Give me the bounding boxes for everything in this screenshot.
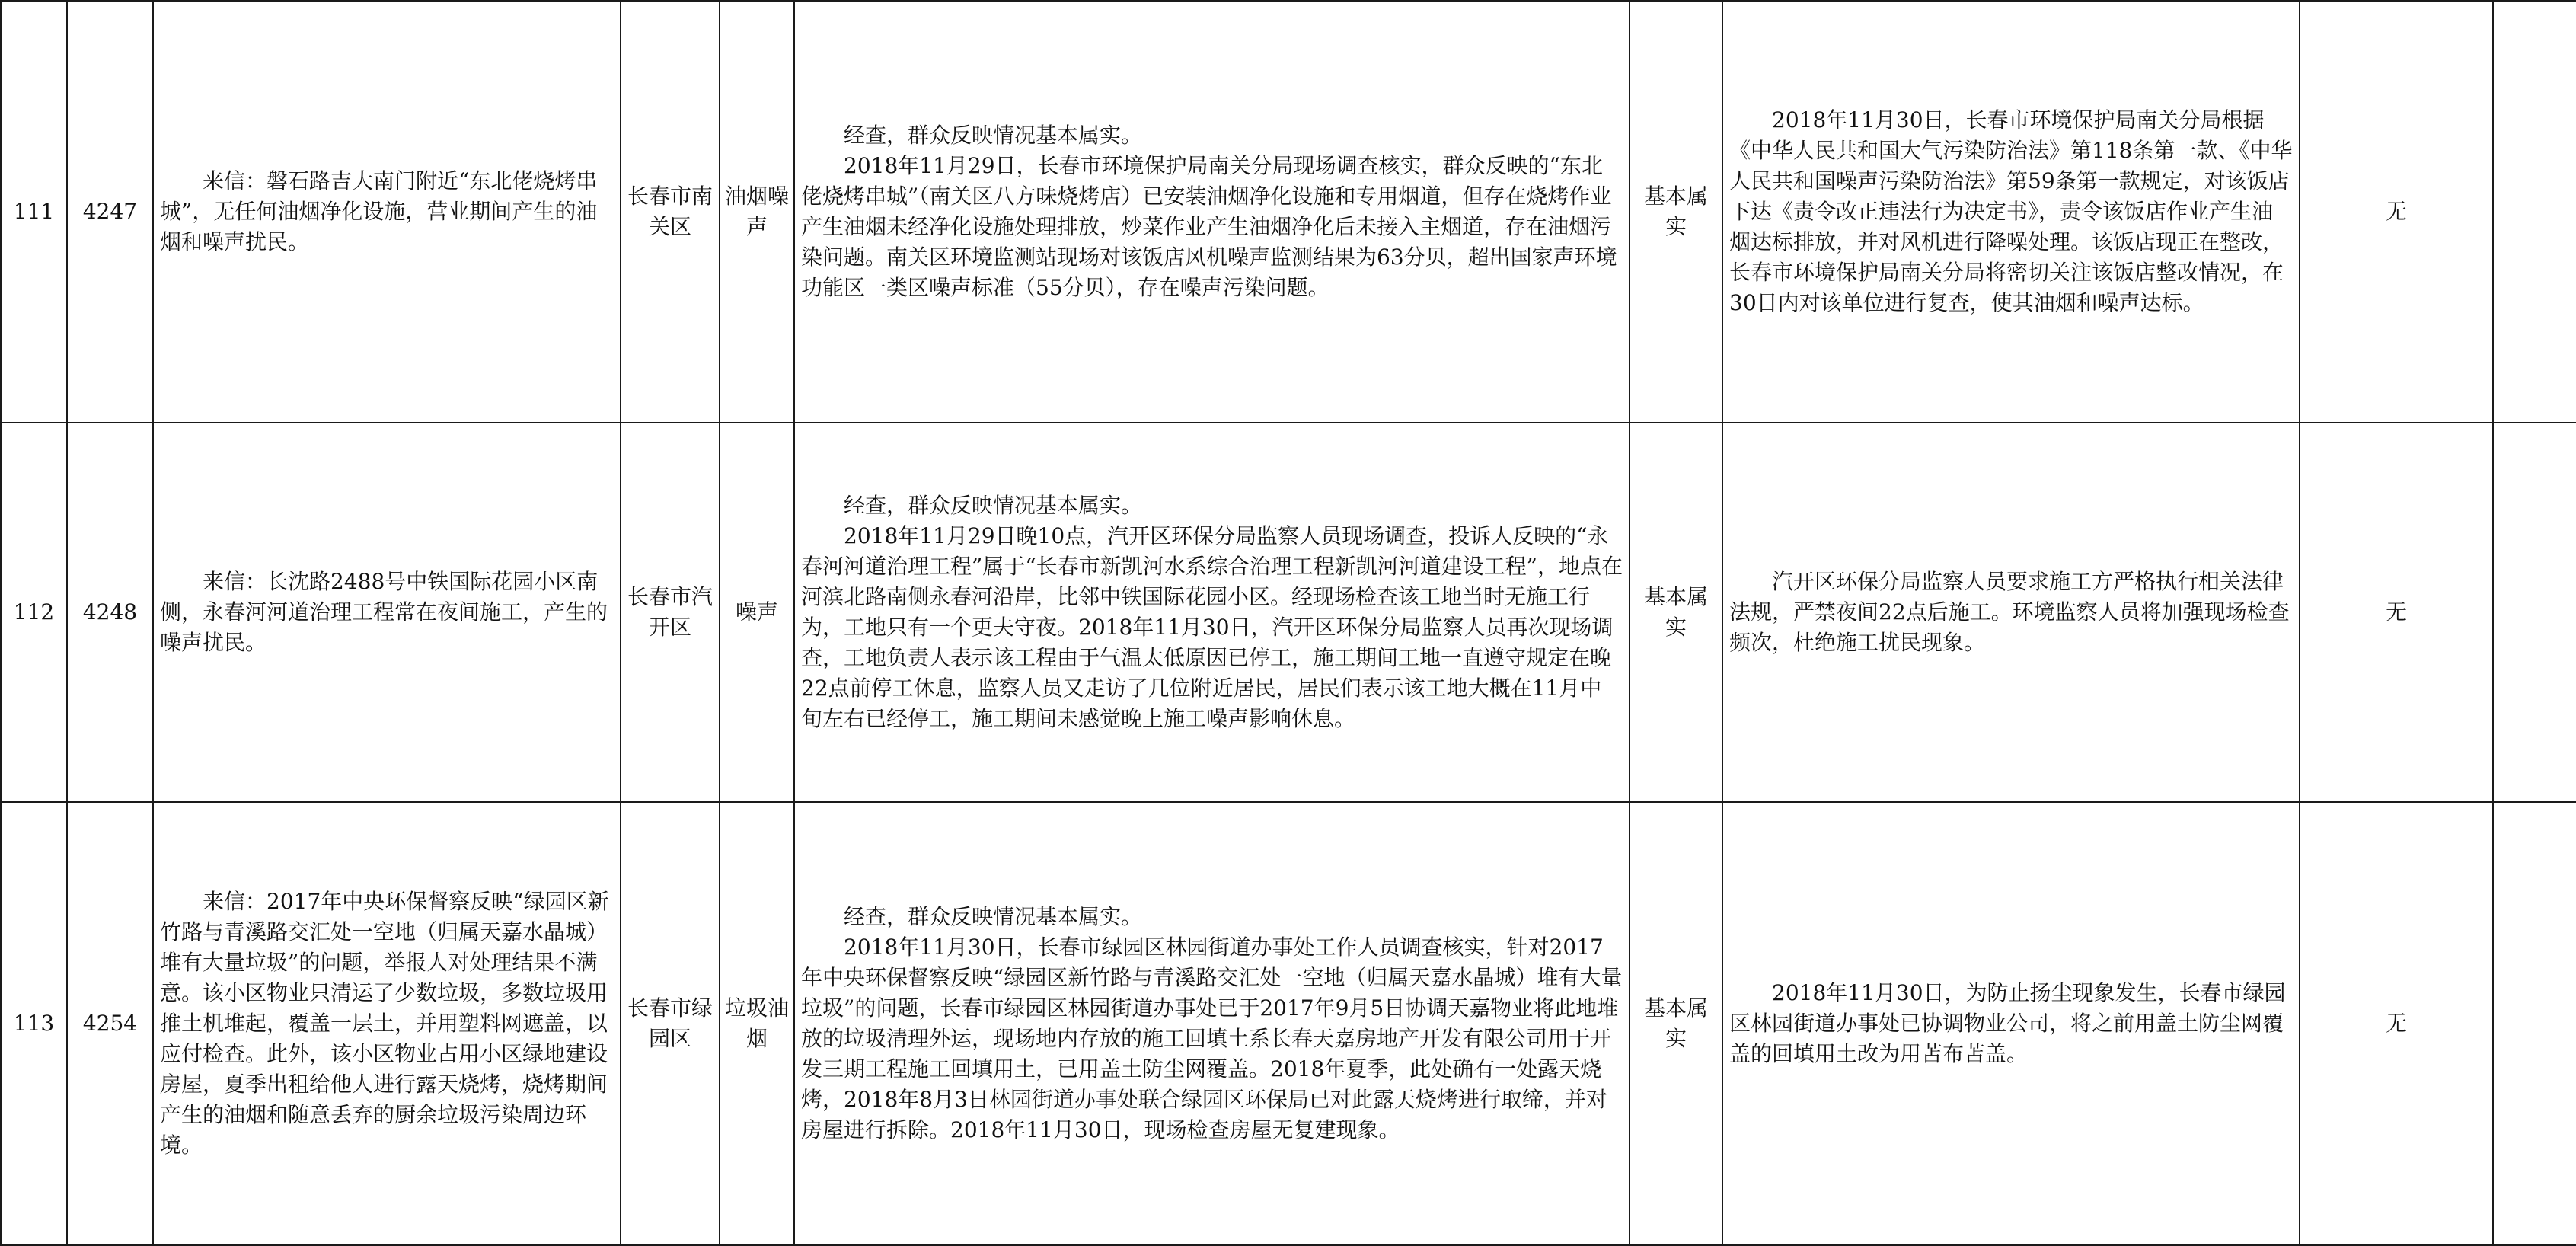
handling-cell (1722, 1, 2300, 423)
table-row (1, 423, 2576, 802)
handling-text: 2018年11月30日，长春市环境保护局南关分局根据《中华人民共和国大气污染防治法》第118条第一款、《中华人民共和国噪声污染防治法》第59条第一款规定，对该饭店下达《责令改正违法行为决定书》，责令该饭店作业产生油烟达标排放，并对风机进行降噪处理。该饭店现正在整改，长春市环境保护局南关分局将密切关注该饭店整改情况，在30日内对该单位进行复查，使其油烟和噪声达标。 (1729, 107, 2293, 315)
extra-cell (2493, 1, 2576, 423)
row-number: 111 (1, 1, 67, 423)
result-cell: 基本属实 (1630, 423, 1722, 802)
table-row (1, 802, 2576, 1245)
pollution-type-cell: 垃圾油烟 (720, 802, 794, 1245)
investigation-detail: 2018年11月29日，长春市环境保护局南关分局现场调查核实，群众反映的“东北佬烧烤串城”（南关区八方味烧烤店）已安装油烟净化设施和专用烟道，但存在烧烤作业产生油烟未经净化设施处理排放，炒菜作业产生油烟净化后未接入主烟道，存在油烟污染问题。南关区环境监测站现场对该饭店风机噪声监测结果为63分贝，超出国家声环境功能区一类区噪声标准（55分贝），存在噪声污染问题。 (801, 153, 1617, 300)
accountability-cell: 无 (2300, 423, 2493, 802)
investigation-detail: 2018年11月30日，长春市绿园区林园街道办事处工作人员调查核实，针对2017年中央环保督察反映“绿园区新竹路与青溪路交汇处一空地（归属天嘉水晶城）堆有大量垃圾”的问题，长春市绿园区林园街道办事处已于2017年9月5日协调天嘉物业将此地堆放的垃圾清理外运，现场地内存放的施工回填土系长春天嘉房地产开发有限公司用于开发三期工程施工回填用土，已用盖土防尘网覆盖。2018年夏季，此处确有一处露天烧烤，2018年8月3日林园街道办事处联合绿园区环保局已对此露天烧烤进行取缔，并对房屋进行拆除。2018年11月30日，现场检查房屋无复建现象。 (801, 934, 1623, 1142)
investigation-cell (794, 802, 1630, 1245)
case-code: 4247 (67, 1, 153, 423)
handling-cell (1722, 423, 2300, 802)
pollution-type-cell: 噪声 (720, 423, 794, 802)
investigation-detail: 2018年11月29日晚10点，汽开区环保分局监察人员现场调查，投诉人反映的“永春河河道治理工程”属于“长春市新凯河水系综合治理工程新凯河河道建设工程”，地点在河滨北路南侧永春河沿岸，比邻中铁国际花园小区。经现场检查该工地当时无施工行为，工地只有一个更夫守夜。2018年11月30日，汽开区环保分局监察人员再次现场调查，工地负责人表示该工程由于气温太低原因已停工，施工期间工地一直遵守规定在晚22点前停工休息，监察人员又走访了几位附近居民，居民们表示该工地大概在11月中旬左右已经停工，施工期间未感觉晚上施工噪声影响休息。 (801, 523, 1623, 731)
investigation-cell (794, 423, 1630, 802)
pollution-type-cell: 油烟噪声 (720, 1, 794, 423)
result-cell: 基本属实 (1630, 802, 1722, 1245)
complaint-cell (153, 1, 621, 423)
row-number: 112 (1, 423, 67, 802)
complaint-text: 来信：磐石路吉大南门附近“东北佬烧烤串城”，无任何油烟净化设施，营业期间产生的油烟和噪声扰民。 (160, 168, 598, 254)
complaint-text: 来信：2017年中央环保督察反映“绿园区新竹路与青溪路交汇处一空地（归属天嘉水晶城）堆有大量垃圾”的问题，举报人对处理结果不满意。该小区物业只清运了少数垃圾，多数垃圾用推土机堆起，覆盖一层土，并用塑料网遮盖，以应付检查。此外，该小区物业占用小区绿地建设房屋，夏季出租给他人进行露天烧烤，烧烤期间产生的油烟和随意丢弃的厨余垃圾污染周边环境。 (160, 889, 609, 1158)
complaint-cell (153, 423, 621, 802)
case-code: 4248 (67, 423, 153, 802)
handling-cell (1722, 802, 2300, 1245)
investigation-summary: 经查，群众反映情况基本属实。 (844, 904, 1143, 929)
district-cell: 长春市南关区 (621, 1, 720, 423)
extra-cell (2493, 423, 2576, 802)
handling-text: 2018年11月30日，为防止扬尘现象发生，长春市绿园区林园街道办事处已协调物业公司，将之前用盖土防尘网覆盖的回填用土改为用苫布苫盖。 (1729, 980, 2286, 1066)
complaint-text: 来信：长沈路2488号中铁国际花园小区南侧，永春河河道治理工程常在夜间施工，产生的噪声扰民。 (160, 569, 608, 655)
row-number: 113 (1, 802, 67, 1245)
result-cell: 基本属实 (1630, 1, 1722, 423)
district-cell: 长春市汽开区 (621, 423, 720, 802)
table-row (1, 1, 2576, 423)
handling-text: 汽开区环保分局监察人员要求施工方严格执行相关法律法规，严禁夜间22点后施工。环境监察人员将加强现场检查频次，杜绝施工扰民现象。 (1729, 569, 2290, 655)
complaint-cell (153, 802, 621, 1245)
case-code: 4254 (67, 802, 153, 1245)
accountability-cell: 无 (2300, 1, 2493, 423)
district-cell: 长春市绿园区 (621, 802, 720, 1245)
investigation-summary: 经查，群众反映情况基本属实。 (844, 493, 1143, 518)
extra-cell (2493, 802, 2576, 1245)
investigation-summary: 经查，群众反映情况基本属实。 (844, 123, 1143, 148)
investigation-cell (794, 1, 1630, 423)
accountability-cell: 无 (2300, 802, 2493, 1245)
